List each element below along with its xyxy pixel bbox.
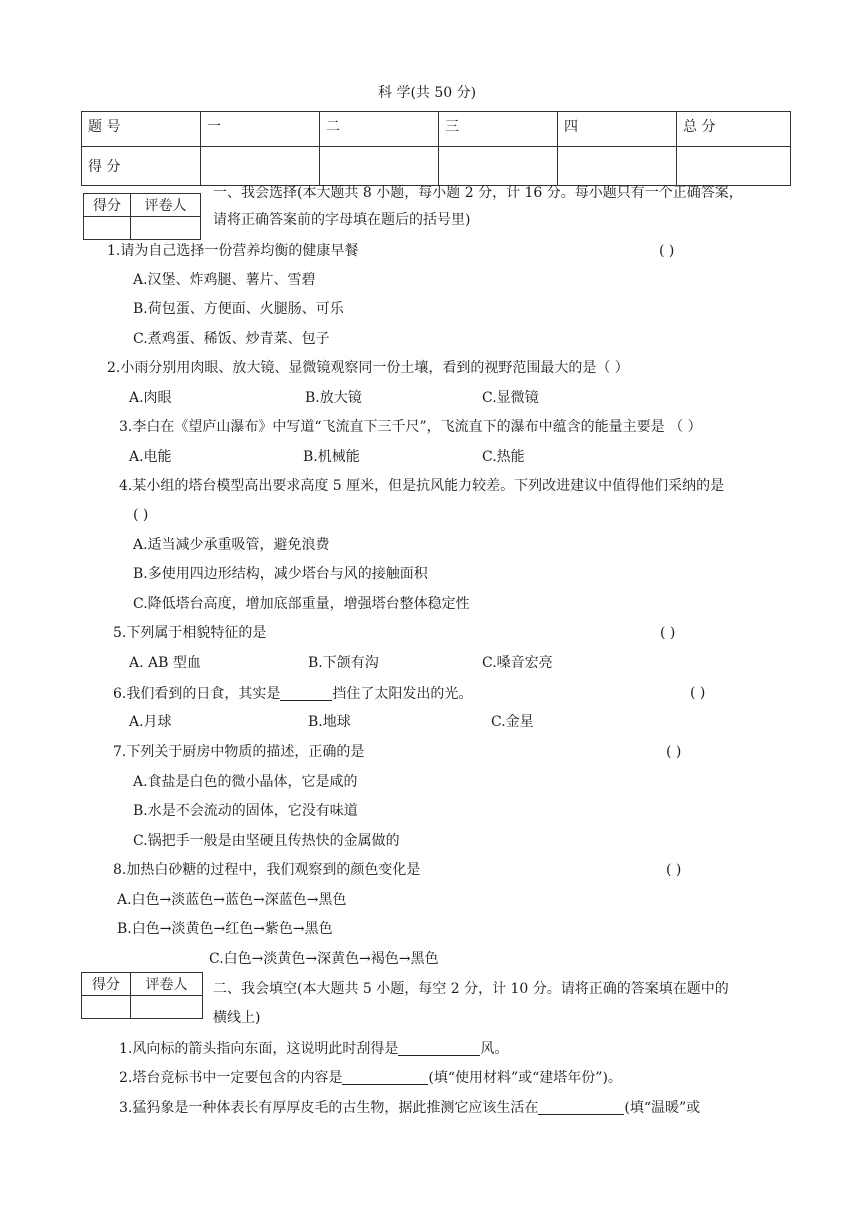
option-c: C.显微镜 [482,390,539,406]
grader-name-label: 评卷人 [131,194,201,217]
option-a: A.月球 [129,714,172,730]
question-1: 1.请为自己选择一份营养均衡的健康早餐 [107,243,359,259]
score-input-cell[interactable] [201,147,320,186]
option-a: A.适当减少承重吸管，避免浪费 [133,537,330,553]
grader-name-cell[interactable] [131,217,201,240]
score-input-cell[interactable] [320,147,439,186]
section2-heading: 二、我会填空(本大题共 5 小题，每空 2 分，计 10 分。请将正确的答案填在题中的 [213,981,729,997]
grader-score-label: 得分 [84,194,131,217]
grader-box [81,972,203,1019]
option-b: B.机械能 [303,449,360,465]
question-6-before: 6.我们看到的日食，其实是 [113,686,281,702]
section1-heading: 一、我会选择(本大题共 8 小题，每小题 2 分，计 16 分。每小题只有一个正确答案， [213,185,743,201]
question-5: 5.下列属于相貌特征的是 [113,625,267,641]
question-6 [113,686,472,701]
answer-paren[interactable]: ( ) [133,507,149,523]
table-cell: 三 [439,112,558,147]
question-6-after: 挡住了太阳发出的光。 [332,686,473,702]
fill-question-2 [119,1070,622,1085]
fill-question-text: (填“使用材料”或“建塔年份”)。 [428,1070,622,1086]
answer-paren[interactable]: ( ) [666,862,682,878]
table-cell: 一 [201,112,320,147]
question-7: 7.下列关于厨房中物质的描述，正确的是 [113,744,365,760]
option-b: B.白色→淡黄色→红色→紫色→黑色 [117,921,333,937]
score-input-cell[interactable] [558,147,677,186]
option-a: A.汉堡、炸鸡腿、薯片、雪碧 [133,272,316,288]
fill-blank[interactable] [398,1041,480,1056]
fill-question-text: 2.塔台竞标书中一定要包含的内容是 [119,1070,343,1086]
table-cell: 总 分 [677,112,791,147]
grader-score-cell[interactable] [82,996,131,1019]
fill-blank[interactable] [342,1070,428,1085]
option-a: A.肉眼 [129,390,172,406]
fill-question-text: 1.风向标的箭头指向东面，这说明此时刮得是 [119,1041,399,1057]
option-b: B.多使用四边形结构，减少塔台与风的接触面积 [133,566,428,582]
score-table-header-row [82,112,791,147]
answer-paren[interactable]: ( ) [659,243,675,259]
score-input-cell[interactable] [439,147,558,186]
option-a: A.电能 [129,449,172,465]
grader-name-label: 评卷人 [131,973,203,996]
option-b: B.放大镜 [305,390,362,406]
question-2: 2.小雨分别用肉眼、放大镜、显微镜观察同一份土壤，看到的视野范围最大的是（ ） [107,360,629,376]
option-c: C.锅把手一般是由坚硬且传热快的金属做的 [133,833,400,849]
table-cell: 四 [558,112,677,147]
option-b: B.荷包蛋、方便面、火腿肠、可乐 [133,301,344,317]
score-table-score-row [82,147,791,186]
page-title: 科 学(共 50 分) [378,85,477,101]
table-cell: 得 分 [82,147,201,186]
option-c: C.金星 [491,714,534,730]
answer-paren[interactable]: ( ) [660,625,676,641]
question-3: 3.李白在《望庐山瀑布》中写道“飞流直下三千尺”，飞流直下的瀑布中蕴含的能量主要是 （ ） [119,419,702,435]
fill-question-text: (填“温暖”或 [624,1100,701,1116]
option-c: C.嗓音宏亮 [482,655,553,671]
fill-blank[interactable] [538,1100,624,1115]
option-c: C.煮鸡蛋、稀饭、炒青菜、包子 [133,331,330,347]
grader-box [83,193,201,240]
score-table [81,111,791,186]
option-c: C.热能 [482,449,525,465]
question-4: 4.某小组的塔台模型高出要求高度 5 厘米，但是抗风能力较差。下列改进建议中值得他们采纳的是 [119,478,725,494]
fill-question-text: 3.猛犸象是一种体表长有厚厚皮毛的古生物，据此推测它应该生活在 [119,1100,539,1116]
option-a: A. AB 型血 [129,655,201,671]
fill-question-1 [119,1041,508,1056]
grader-name-cell[interactable] [131,996,203,1019]
option-c: C.降低塔台高度，增加底部重量，增强塔台整体稳定性 [133,596,470,612]
section2-heading-cont: 横线上) [213,1010,261,1026]
grader-score-label: 得分 [82,973,131,996]
question-8: 8.加热白砂糖的过程中，我们观察到的颜色变化是 [113,862,421,878]
section1-heading-cont: 请将正确答案前的字母填在题后的括号里) [213,212,471,228]
fill-question-3 [119,1100,700,1115]
option-b: B.水是不会流动的固体，它没有味道 [133,803,358,819]
option-a: A.白色→淡蓝色→蓝色→深蓝色→黑色 [117,892,347,908]
table-cell: 题 号 [82,112,201,147]
option-b: B.地球 [308,714,351,730]
option-c: C.白色→淡黄色→深黄色→褐色→黑色 [209,951,439,967]
score-input-cell[interactable] [677,147,791,186]
fill-blank[interactable] [280,686,332,701]
option-b: B.下颌有沟 [308,655,379,671]
grader-score-cell[interactable] [84,217,131,240]
table-cell: 二 [320,112,439,147]
answer-paren[interactable]: ( ) [690,685,706,701]
fill-question-text: 风。 [480,1041,509,1057]
answer-paren[interactable]: ( ) [666,744,682,760]
option-a: A.食盐是白色的微小晶体，它是咸的 [133,774,358,790]
